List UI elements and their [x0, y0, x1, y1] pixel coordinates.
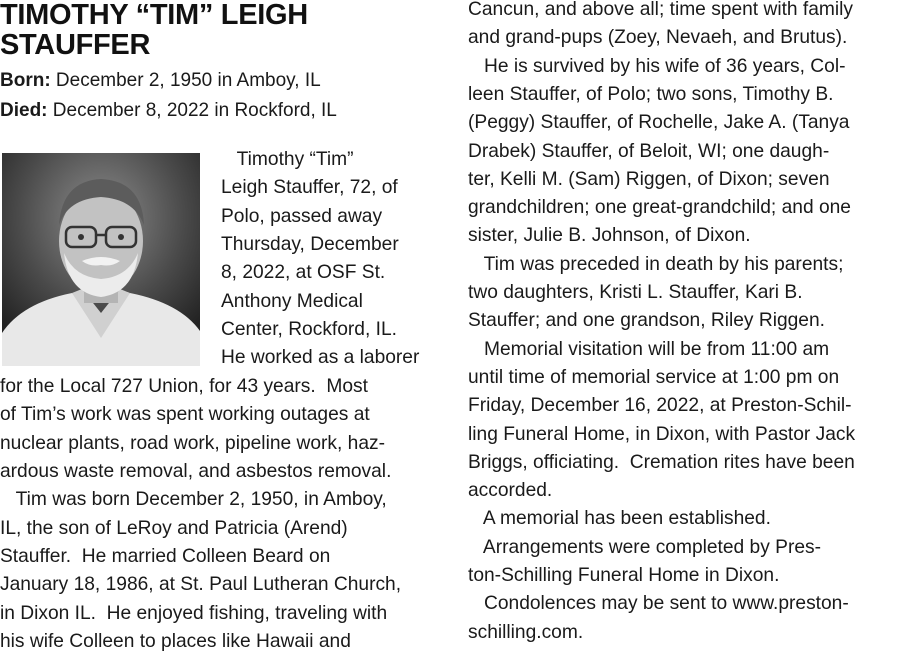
body-line: 8, 2022, at OSF St. [221, 262, 386, 284]
died-value: December 8, 2022 in Rockford, IL [47, 100, 337, 121]
body-line: accorded. [468, 480, 553, 502]
body-line: Memorial visitation will be from 11:00 am [468, 338, 830, 360]
body-line: sister, Julie B. Johnson, of Dixon. [468, 225, 751, 247]
body-line: Anthony Medical [221, 290, 363, 312]
body-line: for the Local 727 Union, for 43 years. Most [0, 375, 368, 397]
body-line: Drabek) Stauffer, of Beloit, WI; one daugh- [468, 140, 830, 162]
body-line: in Dixon IL. He enjoyed fishing, traveling with [0, 602, 388, 624]
left-column [0, 0, 448, 652]
body-line: Stauffer; and one grandson, Riley Riggen. [468, 310, 825, 332]
body-line: January 18, 1986, at St. Paul Lutheran Church, [0, 574, 402, 596]
body-line: Leigh Stauffer, 72, of [221, 177, 398, 199]
body-line: Tim was preceded in death by his parents; [468, 253, 844, 275]
body-line: IL, the son of LeRoy and Patricia (Arend) [0, 517, 348, 539]
body-line: He worked as a laborer [221, 347, 420, 369]
body-line: leen Stauffer, of Polo; two sons, Timothy B. [468, 83, 834, 105]
title-line-2: STAUFFER [0, 29, 151, 61]
body-line: Timothy “Tim” [221, 149, 354, 170]
body-line: ton-Schilling Funeral Home in Dixon. [468, 565, 780, 586]
born-value: December 2, 1950 in Amboy, IL [50, 70, 321, 91]
body-line: Arrangements were completed by Pres- [468, 536, 821, 558]
obituary-title [0, 0, 448, 60]
died-label: Died: [0, 100, 48, 121]
body-line: Cancun, and above all; time spent with family [468, 0, 854, 20]
body-line: until time of memorial service at 1:00 pm on [468, 366, 840, 388]
body-line: two daughters, Kristi L. Stauffer, Kari B. [468, 282, 803, 303]
body-line: schilling.com. [468, 621, 584, 643]
body-line: Tim was born December 2, 1950, in Amboy, [0, 489, 387, 511]
body-line: Stauffer. He married Colleen Beard on [0, 545, 331, 567]
body-line: A memorial has been established. [468, 508, 771, 530]
body-line: and grand-pups (Zoey, Nevaeh, and Brutus). [468, 27, 848, 49]
body-line: nuclear plants, road work, pipeline work, haz- [0, 432, 386, 454]
portrait-photo [2, 153, 200, 366]
body-line: Briggs, officiating. Cremation rites have been [468, 451, 855, 473]
body-line: Polo, passed away [221, 205, 383, 227]
body-line: ling Funeral Home, in Dixon, with Pastor Jack [468, 423, 856, 445]
body-line: Thursday, December [221, 234, 399, 256]
born-label: Born: [0, 70, 51, 91]
body-line: of Tim’s work was spent working outages at [0, 404, 370, 426]
portrait-illustration [2, 153, 200, 366]
body-line: Center, Rockford, IL. [221, 319, 397, 341]
body-line: his wife Colleen to places like Hawaii and [0, 630, 351, 652]
body-line: Friday, December 16, 2022, at Preston-Schil- [468, 395, 852, 417]
died-line [0, 96, 448, 126]
body-line: (Peggy) Stauffer, of Rochelle, Jake A. (Tanya [468, 112, 850, 134]
body-line: ardous waste removal, and asbestos removal. [0, 460, 392, 482]
born-line [0, 66, 448, 96]
body-line: He is survived by his wife of 36 years, Col- [468, 55, 846, 77]
body-line: ter, Kelli M. (Sam) Riggen, of Dixon; seven [468, 168, 830, 190]
body-line: grandchildren; one great-grandchild; and one [468, 197, 851, 219]
title-line-1: TIMOTHY “TIM” LEIGH [0, 0, 308, 31]
body-line: Condolences may be sent to www.preston- [468, 593, 849, 615]
